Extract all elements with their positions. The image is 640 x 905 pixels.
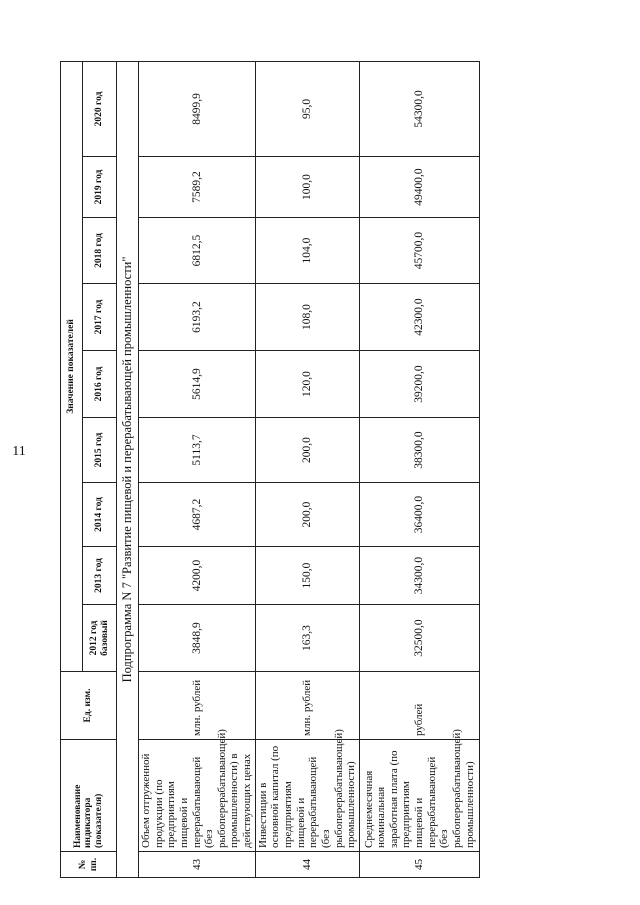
header-year: 2015 год bbox=[83, 418, 117, 483]
row-value: 163,3 bbox=[255, 605, 359, 672]
row-value: 39200,0 bbox=[359, 351, 479, 418]
row-value: 3848,9 bbox=[139, 605, 256, 672]
header-year: 2012 год базовый bbox=[83, 605, 117, 672]
row-unit: млн. рублей bbox=[255, 672, 359, 740]
row-value: 150,0 bbox=[255, 547, 359, 605]
row-value: 6812,5 bbox=[139, 218, 256, 284]
row-number: 43 bbox=[139, 852, 256, 878]
row-value: 32500,0 bbox=[359, 605, 479, 672]
header-year: 2020 год bbox=[83, 61, 117, 156]
row-value: 100,0 bbox=[255, 157, 359, 218]
row-value: 200,0 bbox=[255, 418, 359, 483]
row-value: 5113,7 bbox=[139, 418, 256, 483]
row-value: 8499,9 bbox=[139, 61, 256, 156]
header-name: Наименование индикатора (показателя) bbox=[61, 740, 117, 852]
row-value: 42300,0 bbox=[359, 284, 479, 351]
row-value: 49400,0 bbox=[359, 157, 479, 218]
indicators-table bbox=[60, 61, 480, 878]
row-value: 5614,9 bbox=[139, 351, 256, 418]
row-value: 4200,0 bbox=[139, 547, 256, 605]
header-year: 2018 год bbox=[83, 218, 117, 284]
indicators-sheet bbox=[60, 62, 582, 878]
table-row bbox=[139, 61, 256, 877]
row-value: 104,0 bbox=[255, 218, 359, 284]
row-indicator-name: Инвестиции в основной капитал (по предприятиям пищевой и перерабатывающей (без рыбоперерабатывающей) промышленности) bbox=[255, 740, 359, 852]
row-number: 44 bbox=[255, 852, 359, 878]
row-value: 4687,2 bbox=[139, 483, 256, 547]
header-num: № пп. bbox=[61, 852, 117, 878]
row-value: 45700,0 bbox=[359, 218, 479, 284]
row-value: 38300,0 bbox=[359, 418, 479, 483]
row-unit: млн. рублей bbox=[139, 672, 256, 740]
row-value: 54300,0 bbox=[359, 61, 479, 156]
header-year: 2013 год bbox=[83, 547, 117, 605]
header-year: 2017 год bbox=[83, 284, 117, 351]
row-value: 108,0 bbox=[255, 284, 359, 351]
row-value: 6193,2 bbox=[139, 284, 256, 351]
row-value: 34300,0 bbox=[359, 547, 479, 605]
header-year: 2014 год bbox=[83, 483, 117, 547]
row-unit: рублей bbox=[359, 672, 479, 740]
header-year: 2019 год bbox=[83, 157, 117, 218]
row-indicator-name: Среднемесячная номинальная заработная плата (по предприятиям пищевой и перерабатывающей (без рыбоперерабатывающей) промышленности) bbox=[359, 740, 479, 852]
row-value: 200,0 bbox=[255, 483, 359, 547]
row-value: 7589,2 bbox=[139, 157, 256, 218]
row-indicator-name: Объем отгруженной продукции (по предприятиям пищевой и перерабатывающей (без рыбоперерабатывающей) промышленности) в действующих ценах bbox=[139, 740, 256, 852]
header-year: 2016 год bbox=[83, 351, 117, 418]
page-number: 11 bbox=[12, 444, 26, 459]
row-value: 95,0 bbox=[255, 61, 359, 156]
row-value: 36400,0 bbox=[359, 483, 479, 547]
row-value: 120,0 bbox=[255, 351, 359, 418]
table-row bbox=[255, 61, 359, 877]
table-row bbox=[359, 61, 479, 877]
header-values-group: Значение показателей bbox=[61, 61, 83, 671]
header-unit: Ед. изм. bbox=[61, 672, 117, 740]
row-number: 45 bbox=[359, 852, 479, 878]
subprogram-title: Подпрограмма N 7 "Развитие пищевой и перерабатывающей промышленности" bbox=[117, 61, 139, 877]
